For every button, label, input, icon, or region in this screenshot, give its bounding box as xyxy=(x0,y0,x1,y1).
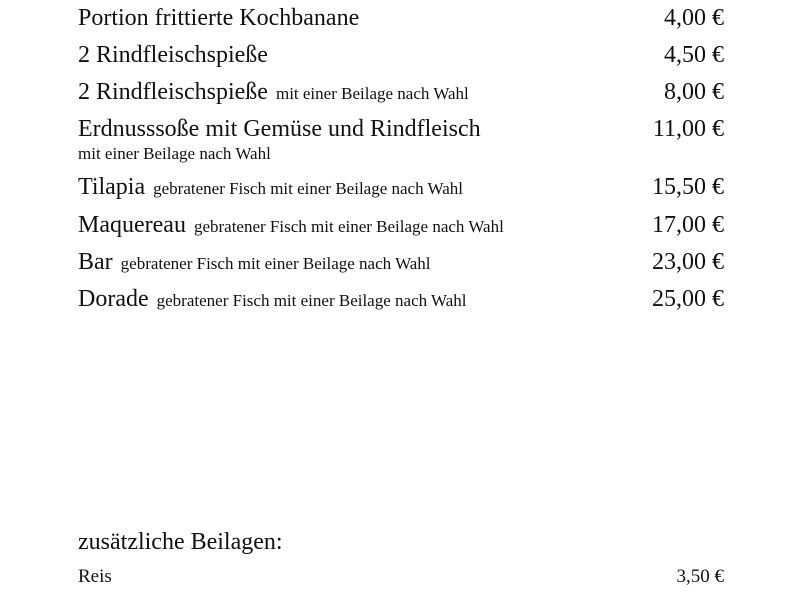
menu-item-name: Tilapia xyxy=(78,174,146,200)
menu-item-description: mit einer Beilage nach Wahl xyxy=(275,84,469,103)
sides-section-title: zusätzliche Beilagen: xyxy=(78,529,283,555)
menu-item-name-wrap xyxy=(78,78,469,108)
menu-item-description: mit einer Beilage nach Wahl xyxy=(78,144,271,163)
menu-item-name-wrap xyxy=(78,248,431,278)
menu-item xyxy=(78,78,724,108)
menu-item-price: 15,50 € xyxy=(652,174,724,200)
menu-item-price: 11,00 € xyxy=(652,116,724,142)
menu-item-price: 17,00 € xyxy=(652,212,724,238)
menu-item-name-wrap xyxy=(78,115,481,165)
menu-item-price: 8,00 € xyxy=(664,79,724,105)
menu-item xyxy=(78,41,724,69)
menu-item-price: 23,00 € xyxy=(652,249,724,275)
menu-item-description: gebratener Fisch mit einer Beilage nach Wahl xyxy=(120,254,431,273)
menu-item-name: Erdnusssoße mit Gemüse und Rindfleisch xyxy=(78,116,481,142)
side-item-price: 3,50 € xyxy=(676,566,724,587)
menu-item-description: gebratener Fisch mit einer Beilage nach Wahl xyxy=(156,291,467,310)
menu-item xyxy=(78,211,724,241)
menu-item-name-wrap xyxy=(78,285,467,315)
menu-item-description: gebratener Fisch mit einer Beilage nach Wahl xyxy=(193,217,504,236)
menu-item-name: Portion frittierte Kochbanane xyxy=(78,5,360,31)
side-item-name: Reis xyxy=(78,566,112,587)
side-item xyxy=(78,565,724,589)
menu-item xyxy=(78,4,724,32)
menu-item-name-wrap xyxy=(78,173,463,203)
menu-item-name: 2 Rindfleischspieße xyxy=(78,42,268,68)
menu-item-name-wrap xyxy=(78,211,504,241)
menu-item-name: 2 Rindfleischspieße xyxy=(78,79,268,105)
menu-item-price: 25,00 € xyxy=(652,286,724,312)
menu-item xyxy=(78,115,724,165)
menu-item-name: Dorade xyxy=(78,286,149,312)
menu-item xyxy=(78,173,724,203)
menu-item xyxy=(78,285,724,315)
menu-item-name: Maquereau xyxy=(78,212,186,238)
menu-item-description: gebratener Fisch mit einer Beilage nach Wahl xyxy=(153,179,463,198)
menu-item-name: Bar xyxy=(78,249,113,275)
menu-item xyxy=(78,248,724,278)
menu-item-price: 4,50 € xyxy=(664,42,724,68)
menu-item-price: 4,00 € xyxy=(664,5,724,31)
